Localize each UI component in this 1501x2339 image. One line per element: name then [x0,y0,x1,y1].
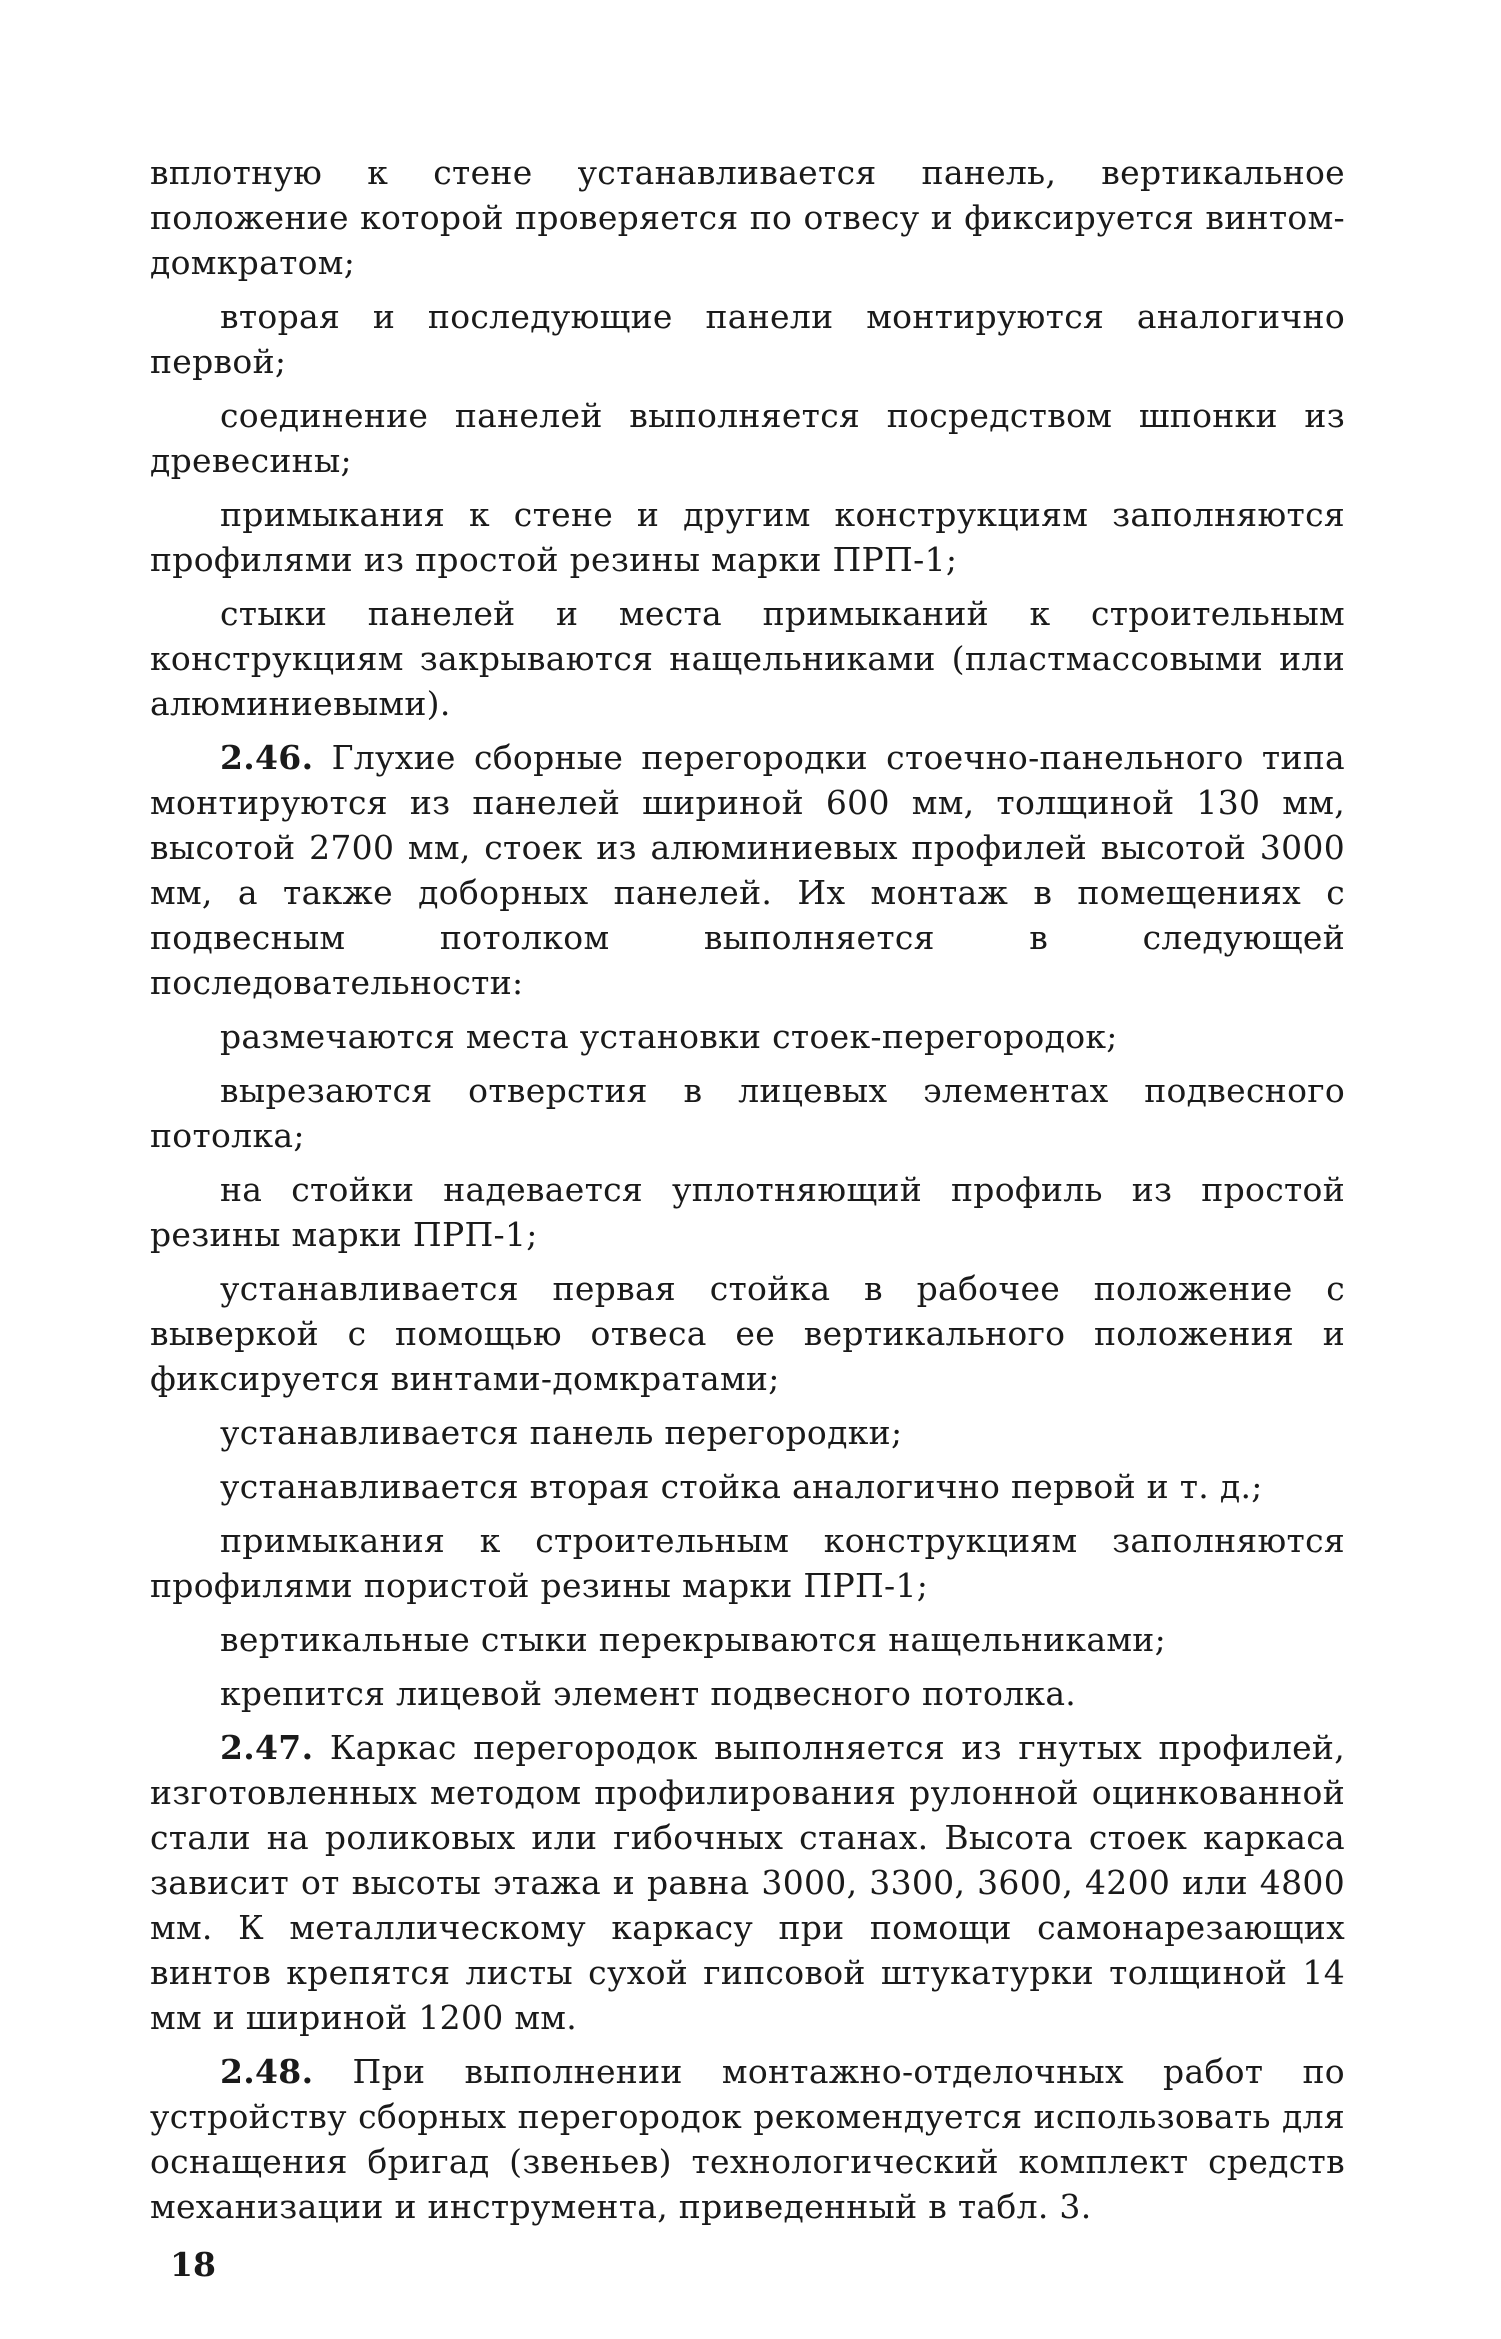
paragraph-14 [150,1617,1345,1662]
paragraph-text: Глухие сборные перегородки стоечно-панельного типа монтируются из панелей шириной 600 мм, толщиной 130 мм, высотой 2700 мм, стоек из алюминиевых профилей высотой 3000 мм, а также доборных панелей. Их монтаж в помещениях с подвесным потолком выполняется в следующей последовательности: [150,738,1346,1002]
section-number: 2.47. [220,1728,314,1767]
section-number: 2.48. [220,2052,314,2091]
paragraph-text: на стойки надевается уплотняющий профиль из простой резины марки ПРП-1; [150,1170,1345,1254]
paragraph-text: При выполнении монтажно-отделочных работ по устройству сборных перегородок рекомендуется использовать для оснащения бригад (звеньев) технологический комплект средств механизации и инструмента, приведенный в табл. 3. [150,2052,1345,2226]
paragraph-8 [150,1068,1345,1158]
paragraph-7 [150,1014,1345,1059]
paragraph-12 [150,1464,1345,1509]
paragraph-13 [150,1518,1345,1608]
section-2-46 [150,735,1345,1005]
paragraph-text: примыкания к строительным конструкциям заполняются профилями пористой резины марки ПРП-1; [150,1521,1345,1605]
paragraph-text: вторая и последующие панели монтируются аналогично первой; [150,297,1345,381]
section-2-47 [150,1725,1345,2040]
paragraph-11 [150,1410,1345,1455]
paragraph-9 [150,1167,1345,1257]
paragraph-text: устанавливается панель перегородки; [220,1413,903,1452]
paragraph-text: вертикальные стыки перекрываются нащельниками; [220,1620,1167,1659]
paragraph-text: вырезаются отверстия в лицевых элементах подвесного потолка; [150,1071,1345,1155]
paragraph-text: устанавливается первая стойка в рабочее положение с выверкой с помощью отвеса ее вертикального положения и фиксируется винтами-домкратами; [150,1269,1345,1398]
paragraph-text: вплотную к стене устанавливается панель, вертикальное положение которой проверяется по отвесу и фиксируется винтом-домкратом; [150,153,1345,282]
paragraph-text: Каркас перегородок выполняется из гнутых профилей, изготовленных методом профилирования рулонной оцинкованной стали на роликовых или гибочных станах. Высота стоек каркаса зависит от высоты этажа и равна 3000, 3300, 3600, 4200 или 4800 мм. К металлическому каркасу при помощи самонарезающих винтов крепятся листы сухой гипсовой штукатурки толщиной 14 мм и шириной 1200 мм. [150,1728,1345,2037]
paragraph-15 [150,1671,1345,1716]
paragraph-3 [150,393,1345,483]
paragraph-text: соединение панелей выполняется посредством шпонки из древесины; [150,396,1345,480]
paragraph-text: устанавливается вторая стойка аналогично первой и т. д.; [220,1467,1263,1506]
page-body [150,150,1345,2238]
paragraph-10 [150,1266,1345,1401]
paragraph-1 [150,150,1345,285]
paragraph-4 [150,492,1345,582]
paragraph-text: размечаются места установки стоек-перегородок; [220,1017,1118,1056]
paragraph-text: примыкания к стене и другим конструкциям заполняются профилями из простой резины марки ПРП-1; [150,495,1345,579]
paragraph-5 [150,591,1345,726]
paragraph-2 [150,294,1345,384]
paragraph-text: крепится лицевой элемент подвесного потолка. [220,1674,1077,1713]
section-number: 2.46. [220,738,314,777]
section-2-48 [150,2049,1345,2229]
paragraph-text: стыки панелей и места примыканий к строительным конструкциям закрываются нащельниками (пластмассовыми или алюминиевыми). [150,594,1345,723]
page-number: 18 [170,2245,216,2284]
